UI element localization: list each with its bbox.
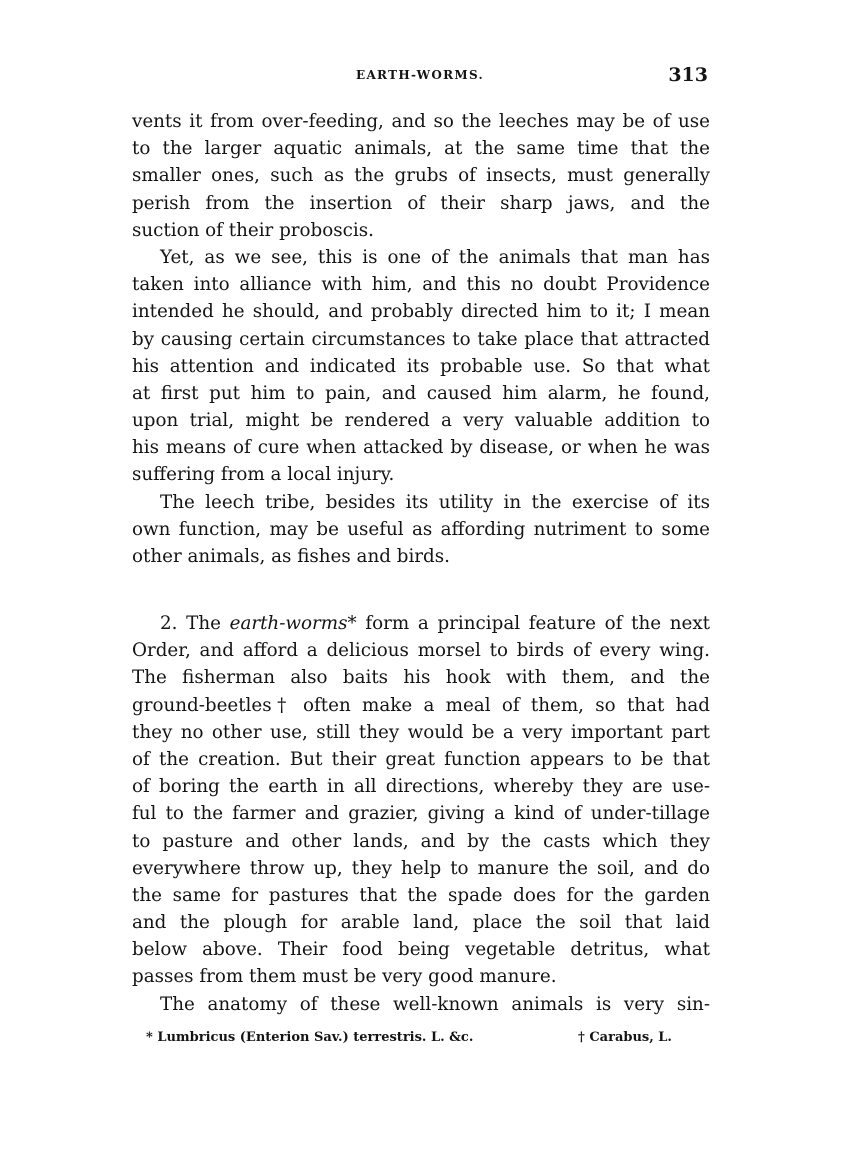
- text-line: at first put him to pain, and caused him alarm, he found,: [132, 382, 710, 404]
- text-line: his attention and indicated its probable use. So that what: [132, 355, 710, 377]
- text-line: to pasture and other lands, and by the casts which they: [132, 830, 710, 852]
- text-line: suffering from a local injury.: [132, 464, 395, 486]
- running-title: EARTH-WORMS.: [356, 68, 485, 82]
- text-line: own function, may be useful as affording nutriment to some: [132, 518, 710, 540]
- text-line: perish from the insertion of their sharp jaws, and the: [132, 192, 710, 214]
- line-lead: ground-beetles: [132, 694, 272, 716]
- text-line: passes from them must be very good manure.: [132, 966, 557, 988]
- paragraph-number: 2. The: [160, 613, 230, 634]
- text-line: and the plough for arable land, place the soil that laid: [132, 912, 710, 934]
- text-line: below above. Their food being vegetable detritus, what: [132, 939, 710, 961]
- text-line: the same for pastures that the spade does for the garden: [132, 884, 710, 906]
- text-line: to the larger aquatic animals, at the same time that the: [132, 138, 710, 160]
- text-line: his means of cure when attacked by disease, or when he was: [132, 437, 710, 459]
- text-line: Yet, as we see, this is one of the animals that man has: [160, 246, 710, 268]
- text-line: [132, 692, 710, 719]
- text-line: The anatomy of these well-known animals is very sin-: [160, 993, 710, 1015]
- text-line: of boring the earth in all directions, whereby they are use-: [132, 776, 710, 798]
- line-rest: form a principal feature of the next: [356, 613, 710, 634]
- text-line: Order, and afford a delicious morsel to birds of every wing.: [132, 640, 710, 662]
- text-line: The fisherman also baits his hook with them, and the: [132, 667, 710, 689]
- page-number: 313: [668, 64, 708, 86]
- text-line: intended he should, and probably directed him to it; I mean: [132, 301, 710, 323]
- italic-term: earth-worms: [229, 613, 348, 634]
- text-line: they no other use, still they would be a very important part: [132, 721, 710, 743]
- text-line: other animals, as fishes and birds.: [132, 546, 450, 567]
- text-line: suction of their proboscis.: [132, 219, 374, 241]
- text-line: upon trial, might be rendered a very valuable addition to: [132, 410, 710, 432]
- running-head: [132, 64, 708, 90]
- line-rest: often make a meal of them, so that had: [291, 694, 710, 716]
- text-line: ful to the farmer and grazier, giving a kind of under-tillage: [132, 803, 710, 825]
- text-line: by causing certain circumstances to take place that attracted: [132, 328, 710, 350]
- footnote: * Lumbricus (Enterion Sav.) terrestris. L. &c.: [146, 1030, 474, 1045]
- text-line: The leech tribe, besides its utility in the exercise of its: [160, 491, 710, 513]
- text-line: vents it from over-feeding, and so the leeches may be of use: [132, 111, 710, 132]
- footnote-mark: *: [347, 613, 357, 634]
- text-line: taken into alliance with him, and this no doubt Providence: [132, 274, 710, 296]
- text-block-leeches: [132, 108, 710, 570]
- text-line: of the creation. But their great function appears to be that: [132, 748, 710, 770]
- footnote: † Carabus, L.: [578, 1030, 672, 1045]
- footnotes: [132, 1030, 710, 1052]
- text-block-earthworms: [132, 610, 710, 1018]
- paragraph-heading-line: [132, 610, 710, 637]
- footnote-mark: †: [271, 694, 292, 716]
- text-line: smaller ones, such as the grubs of insects, must generally: [132, 165, 710, 187]
- text-line: everywhere throw up, they help to manure the soil, and do: [132, 857, 710, 879]
